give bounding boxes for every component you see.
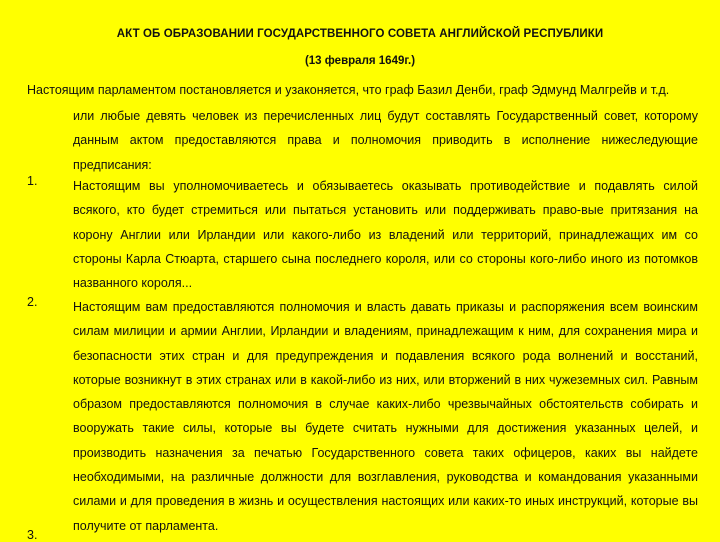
item-number: 1. <box>27 174 38 188</box>
intro-first-line: Настоящим парламентом постановляется и узаконяется, что граф Базил Денби, граф Эдмунд Малгрейв и т.д. <box>27 83 670 97</box>
item-number: 2. <box>27 295 38 309</box>
item-number: 3. <box>27 528 38 542</box>
item-text: Настоящим вы уполномочиваетесь и обязываетесь оказывать противодействие и подавлять силой всякого, кто будет стремиться или пытаться установить или поддерживать право-вые притязания на корону Англии или Ирландии или какого-либо из владений или территорий, принадлежащих им со стороны Карла Стюарта, старшего сына последнего короля, или со стороны кого-либо иного из потомков названного короля... <box>73 179 698 291</box>
document-date: (13 февраля 1649г.) <box>304 55 416 67</box>
document-title: АКТ ОБ ОБРАЗОВАНИИ ГОСУДАРСТВЕННОГО СОВЕТА АНГЛИЙСКОЙ РЕСПУБЛИКИ <box>116 28 604 40</box>
intro-paragraph: или любые девять человек из перечисленных лиц будут составлять Государственный совет, которому данным актом предоставляются права и полномочия приводить в исполнение нижеследующие предписания: <box>73 109 698 172</box>
item-text: Настоящим вам предоставляются полномочия и власть давать приказы и распоряжения всем воинским силам милиции и армии Англии, Ирландии и владениям, принадлежащим к ним, для сохранения мира и безопасности этих стран и для предупреждения и подавления всякого рода волнений и восстаний, которые возникнут в этих странах или в какой-либо из них, или вторжений в них чужеземных сил. Равным образом предоставляются полномочия в случае каких-либо чрезвычайных обстоятельств собирать и вооружать такие силы, которые вы будете считать нужными для достижения указанных целей, и производить назначения за печатью Государственного совета таких офицеров, каких вы найдете необходимыми, на различные должности для возглавления, руководства и командования указанными силами и для проведения в жизнь и осуществления настоящих или каких-то иных инструкций, которые вы получите от парламента. <box>73 300 698 533</box>
